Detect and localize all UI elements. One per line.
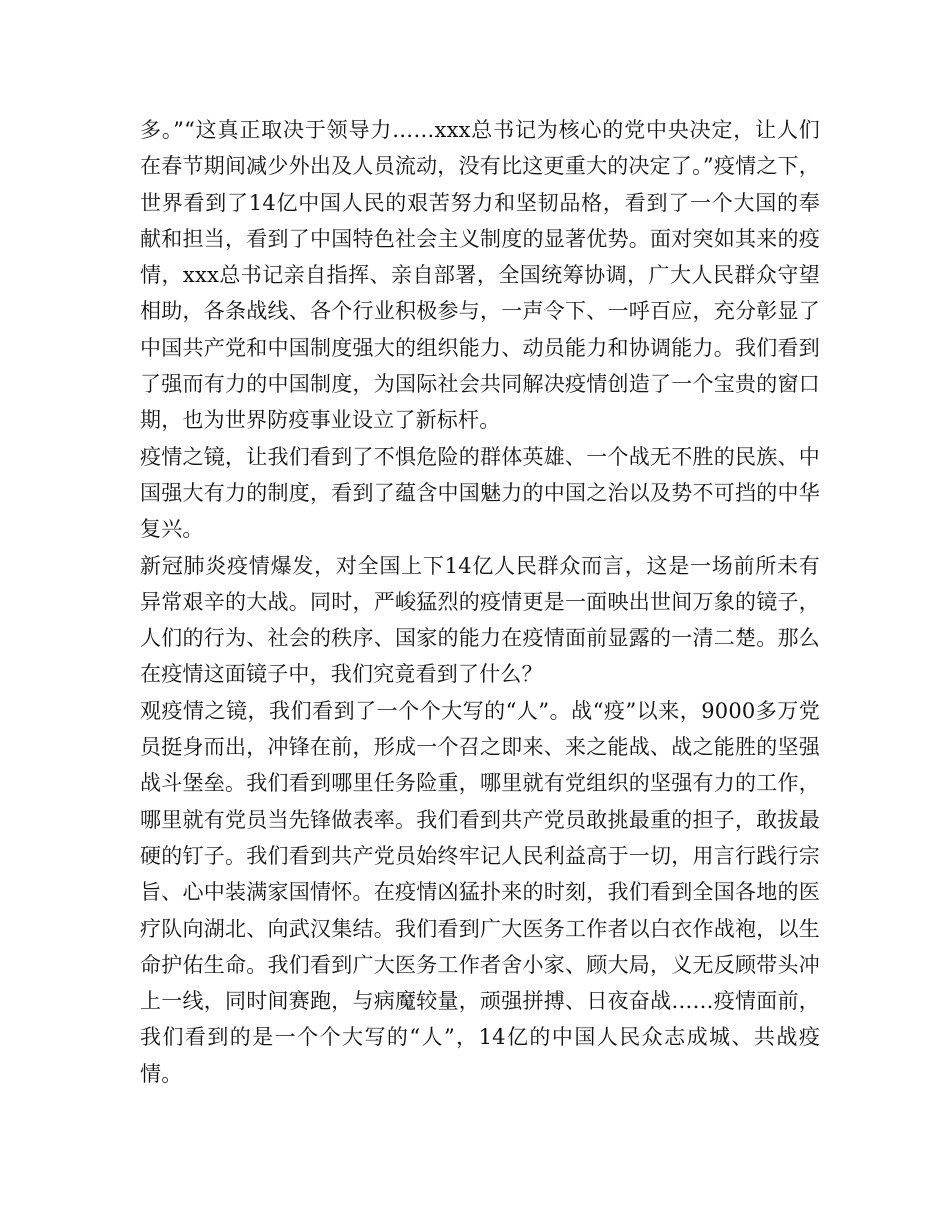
- paragraph-outbreak-intro: 新冠肺炎疫情爆发，对全国上下14亿人民群众而言，这是一场前所未有异常艰辛的大战。同时，严峻猛烈的疫情更是一面映出世间万象的镜子，人们的行为、社会的秩序、国家的能力在疫情面前显露的一清二楚。那么在疫情这面镜子中，我们究竟看到了什么？: [140, 553, 820, 687]
- document-body: [140, 112, 820, 1092]
- paragraph-capital-people: 观疫情之镜，我们看到了一个个大写的“人”。战“疫”以来，9000多万党员挺身而出，冲锋在前，形成一个召之即来、来之能战、战之能胜的坚强战斗堡垒。我们看到哪里任务险重，哪里就有党组织的坚强有力的工作，哪里就有党员当先锋做表率。我们看到共产党员敢挑最重的担子，敢拔最硬的钉子。我们看到共产党员始终牢记人民利益高于一切，用言行践行宗旨、心中装满家国情怀。在疫情凶猛扑来的时刻，我们看到全国各地的医疗队向湖北、向武汉集结。我们看到广大医务工作者以白衣作战袍，以生命护佑生命。我们看到广大医务工作者舍小家、顾大局，义无反顾带头冲上一线，同时间赛跑，与病魔较量，顽强拼搏、日夜奋战……疫情面前，我们看到的是一个个大写的“人”，14亿的中国人民众志成城、共战疫情。: [140, 698, 820, 1086]
- paragraph-china-system: 多。”“这真正取决于领导力……xxx总书记为核心的党中央决定，让人们在春节期间减少外出及人员流动，没有比这更重大的决定了。”疫情之下，世界看到了14亿中国人民的艰苦努力和坚韧品格，看到了一个大国的奉献和担当，看到了中国特色社会主义制度的显著优势。面对突如其来的疫情，xxx总书记亲自指挥、亲自部署，全国统筹协调，广大人民群众守望相助，各条战线、各个行业积极参与，一声令下、一呼百应，充分彰显了中国共产党和中国制度强大的组织能力、动员能力和协调能力。我们看到了强而有力的中国制度，为国际社会共同解决疫情创造了一个宝贵的窗口期，也为世界防疫事业设立了新标杆。: [140, 118, 820, 433]
- paragraph-mirror-summary: 疫情之镜，让我们看到了不惧危险的群体英雄、一个战无不胜的民族、中国强大有力的制度，看到了蕴含中国魅力的中国之治以及势不可挡的中华复兴。: [140, 444, 820, 542]
